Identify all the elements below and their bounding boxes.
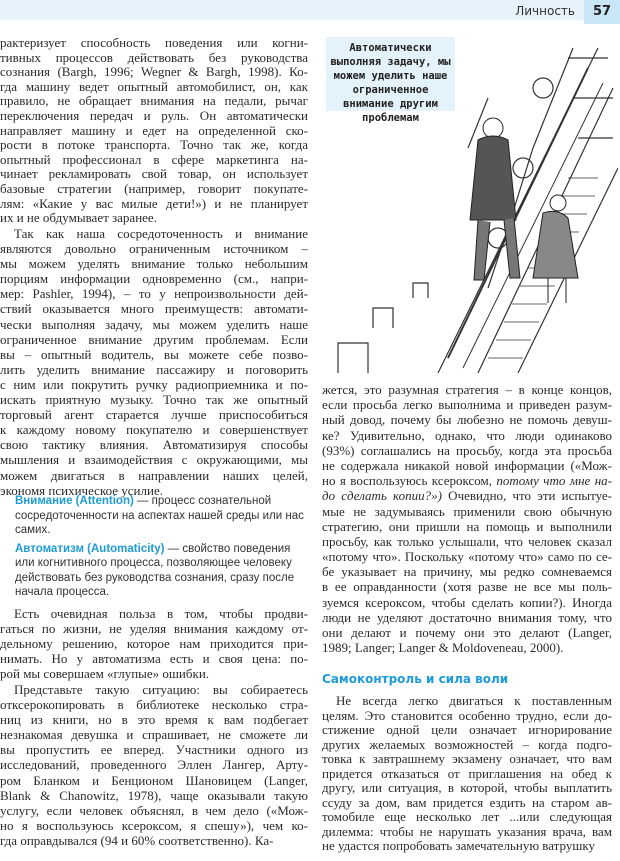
section-heading: Самоконтроль и сила воли [322, 672, 509, 686]
paragraph-lines [322, 504, 612, 656]
text-line: ром Бланком и Бенционом Шановицем (Langer, [0, 772, 308, 788]
text-line: ограниченное внимание другим проблемам. Если [0, 331, 308, 347]
text-line: гда оправдывался (94 и 60% соответственно). Ка- [0, 832, 274, 848]
paragraph-lines [322, 382, 612, 473]
text-line: ке? Удивительно, однако, что люди одинаково [322, 427, 612, 443]
text-line: придется отказаться от приглашения на обед к [322, 765, 612, 781]
definition-automaticity [15, 542, 307, 600]
text-line: нимать. Но у автоматизма есть и своя цена: по- [0, 651, 308, 667]
text-line: являются довольно ограниченным источником – [0, 241, 308, 257]
text-line: можем двигаться в направлении наших целей, [0, 467, 308, 483]
text-line: их и не обдумывает заранее. [0, 210, 157, 226]
text-line: Представьте такую ситуацию: вы собираетесь [14, 682, 308, 697]
text-line: если просьба легко выполнима и приведен разум- [322, 397, 612, 413]
text-line: базовые стратегии (например, говорит покупате- [0, 180, 308, 196]
paragraph [0, 226, 308, 498]
text-line: гаться по жизни, не уделяя внимания каждому от- [0, 621, 308, 637]
text-line: но я воспользуюсь ксероксом, я спешу»), чем ко- [0, 817, 308, 833]
text-line [322, 488, 612, 503]
text-line: чески выполняя задачу, мы можем уделить наше [0, 316, 308, 332]
text-line: целям. Это становится особенно трудно, если до- [322, 707, 612, 723]
pull-quote-caption: Автоматически выполняя задачу, мы можем уделить наше ограниченное внимание другим проблемам [326, 37, 455, 111]
text-line: зуемся ксероксом, чтобы сделать копии?). Иногда [322, 594, 612, 610]
text-line: направляет машину и едет на определенной ско- [0, 122, 308, 138]
text-line: других желаемых возможностей – когда подго- [322, 736, 612, 752]
text-line: исследований, проведенного Эллен Лангер, Арту- [0, 757, 308, 773]
term: Автоматизм (Automaticity) [15, 542, 165, 555]
italic-text: до сделать копии?») [322, 488, 442, 504]
text-line: торговый агент старается лучше приспособиться [0, 407, 308, 423]
text-line: «потому что». Поскольку «потому что» само по се- [322, 549, 612, 565]
text-line: Не всегда легко двигаться к поставленным [336, 693, 612, 708]
text-line: отксерокопировать в библиотеке несколько стра- [0, 697, 308, 713]
text-line: ствий оказывается много преимуществ: автомати- [0, 301, 308, 317]
text-line: правило, не обращает внимания на педали, рычаг [0, 93, 308, 109]
text-line: товка к завтрашнему экзамену означает, что вам [322, 751, 612, 766]
paragraph [0, 36, 308, 226]
text-line: они делают и почему они это делают (Langer, [322, 625, 612, 640]
text-line: просьбу, как только услышали, что человек сказал [322, 533, 612, 549]
text-line: ссуду за дом, вам придется ездить на старом ав- [322, 794, 612, 810]
text-line: незнакомая девушка и спрашивает, не сможете ли [0, 727, 308, 743]
text-line: опытный профессионал в сфере маркетинга на- [0, 151, 308, 167]
text-line: не содержала никакой новой информации («Мож- [322, 457, 612, 473]
text-line: бе указывает на причину, мы редко сомневаемся [322, 564, 612, 580]
term: Внимание (Attention) [15, 495, 134, 507]
running-title: Личность [515, 4, 575, 18]
left-column [0, 0, 308, 861]
definition-text: — свойство поведения или когнитивного процесса, позволяющее человеку действовать без руководства сознания, сразу после начала процесса. [15, 542, 295, 598]
glossary-definitions [15, 494, 307, 604]
text: Очевидно, что эти испытуе- [441, 488, 613, 504]
text-line: стратегию, они пришли на помощь и выполнили [322, 518, 612, 534]
text-line: вы пропустить ее вперед. Участники одного из [0, 742, 308, 758]
text-line: люди не уделяют достаточно внимания тому, что [322, 609, 612, 625]
text-line: искать приятную музыку. Точно так же опытный [0, 392, 308, 408]
text-line: дельному решению, которое нам приходится при- [0, 636, 308, 652]
text-line: тивных процессов действовать без руководства [0, 49, 308, 65]
text-line: (93%) соглашались на просьбу, когда эта просьба [322, 442, 612, 458]
text-line: мышления и взаимодействия с окружающими, мы [0, 452, 308, 468]
paragraph [0, 682, 308, 848]
text-line: стижение одной цели означает игнорирование [322, 722, 612, 737]
text-line [322, 473, 612, 488]
paragraph [322, 694, 612, 854]
text-line: сознания (Bargh, 1996; Wegner & Bargh, 1998). Ко- [0, 64, 308, 80]
text-line: Есть очевидная польза в том, чтобы продви- [14, 606, 308, 621]
italic-text: потому что мне на- [496, 473, 612, 489]
text-line: вы – опытный водитель, вы можете себе позво- [0, 346, 308, 362]
right-column [322, 0, 612, 861]
text-line: рой мы совершаем «глупые» ошибки. [0, 666, 210, 682]
text-line: переключения передач и руль. Он автоматически [0, 107, 308, 123]
text-line: Blank & Chanowitz, 1978), чаще оказывали такую [0, 787, 308, 803]
text-line: мы можем уделять внимание только небольшим [0, 256, 308, 272]
text-line: рактеризует способность поведения или когни- [0, 35, 308, 50]
text-line: дилемма: чтобы не нарушать указания врача, вам [322, 823, 612, 839]
text-line: мые не задумываясь применили свою обычную [322, 503, 612, 519]
text-line: 1989; Langer; Langer & Moldoveneau, 2000). [322, 640, 564, 656]
text-line: ный довод, почему бы любезно не помочь девуш- [322, 412, 612, 428]
text-line: с ним или покрутить ручку радиоприемника и по- [0, 376, 308, 392]
definition-text: — процесс сознательной сосредоточенности на аспектах нашей среды или нас самих. [15, 495, 304, 536]
text-line: экономя психическое усилие. [0, 482, 163, 498]
text-line: мер: Pashler, 1994), – то у непроизвольности дей- [0, 286, 308, 302]
text-line: лить уделить внимание пассажиру и поговорить [0, 361, 308, 377]
text: но я воспользуюсь ксероксом, [322, 473, 497, 489]
text-line: Так как наша сосредоточенность и внимание [14, 226, 308, 241]
page-number: 57 [584, 0, 620, 24]
text-line: гда машину ведет опытный автомобилист, он, как [0, 78, 308, 94]
paragraph [0, 606, 308, 681]
text-line: ниц из книги, но в это время к вам подбегает [0, 712, 308, 728]
text-line: услугу, если человек объяснял, в чем дело («Мож- [0, 802, 308, 818]
text-line: рости в потоке транспорта. Точно так же, когда [0, 137, 308, 153]
text-line: не удастся попробовать замечательную ватрушку [322, 838, 595, 853]
text-line: свою тактику влияния. Автоматизируя способы [0, 437, 308, 453]
text-line: порциям информации одновременно (см., напри- [0, 271, 308, 287]
text-line: другу, или ситуация, в которой, чтобы выплатить [322, 780, 612, 795]
text-line: к каждому новому покупателю и совершенствует [0, 422, 308, 438]
text-line: томобиле еще несколько лет ...или следующая [322, 809, 612, 824]
paragraph [322, 382, 612, 655]
text-line: в ее оправданности (хотя разве не все мы поль- [322, 579, 612, 595]
text-line: чинает рекламировать свой товар, он использует [0, 166, 308, 182]
text-line: жется, это разумная стратегия – в конце концов, [322, 382, 612, 397]
definition-attention [15, 494, 307, 538]
text-line: лям: «Какие у вас милые дети!») и не планирует [0, 195, 308, 211]
